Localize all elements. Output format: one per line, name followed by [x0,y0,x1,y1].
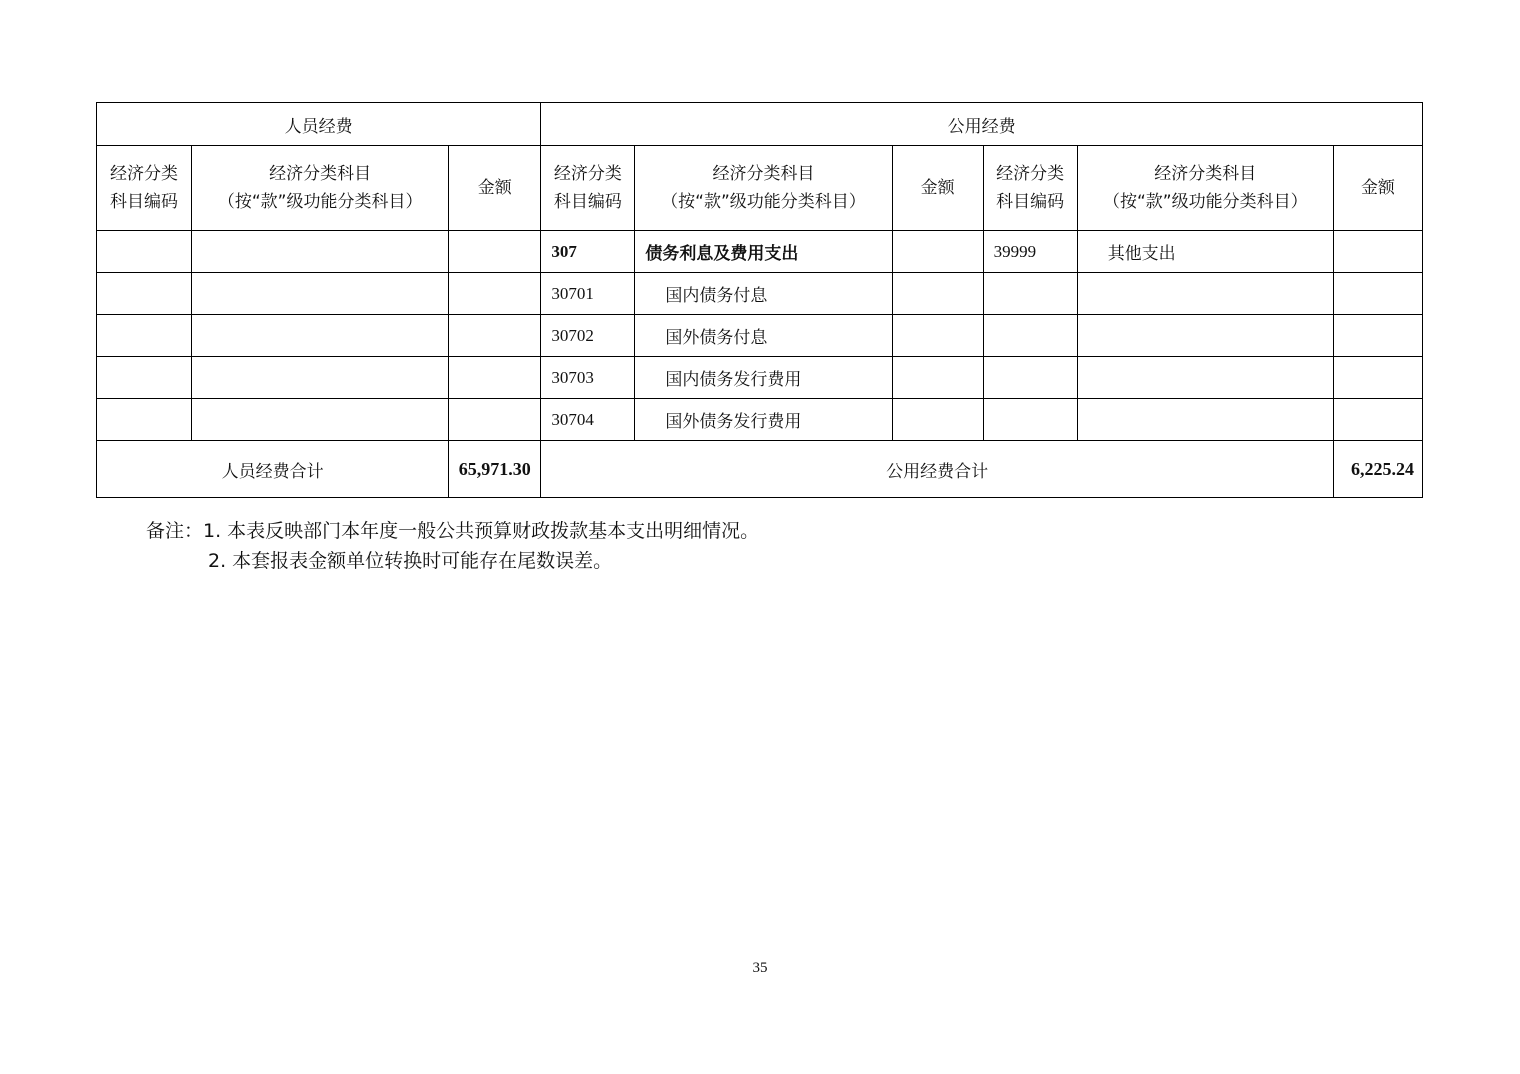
personnel-amount-cell [449,315,541,357]
table-row [97,399,1423,441]
personnel-total-label: 人员经费合计 [97,441,449,498]
table-row [97,357,1423,399]
remark-line-1: 备注：1. 本表反映部门本年度一般公共预算财政拨款基本支出明细情况。 [146,520,760,542]
public2-code-cell: 39999 [983,231,1077,273]
personnel-name-cell [192,399,449,441]
public2-code-cell [983,399,1077,441]
personnel-code-cell [97,273,192,315]
public2-amount-cell [1333,231,1422,273]
public-total-value: 6,225.24 [1333,441,1422,498]
public1-amount-cell [892,273,983,315]
public-total-label: 公用经费合计 [541,441,1334,498]
public1-name-cell: 国外债务付息 [635,315,892,357]
personnel-amount-cell [449,357,541,399]
public1-amount-cell [892,357,983,399]
public1-name-cell: 国外债务发行费用 [635,399,892,441]
public1-name-cell: 债务利息及费用支出 [635,231,892,273]
public2-amount-header: 金额 [1333,146,1422,231]
public1-code-cell: 30701 [541,273,635,315]
public1-code-cell: 30702 [541,315,635,357]
personnel-name-cell [192,273,449,315]
personnel-name-cell [192,231,449,273]
personnel-code-cell [97,399,192,441]
public1-amount-cell [892,315,983,357]
personnel-group-header: 人员经费 [97,103,541,146]
personnel-amount-cell [449,399,541,441]
public1-code-cell: 307 [541,231,635,273]
public1-code-cell: 30703 [541,357,635,399]
group-header-row [97,103,1423,146]
public1-code-cell: 30704 [541,399,635,441]
public2-code-cell [983,357,1077,399]
personnel-total-value: 65,971.30 [449,441,541,498]
public2-name-cell [1077,273,1333,315]
page-number: 35 [752,960,768,976]
public2-amount-cell [1333,273,1422,315]
public-group-header: 公用经费 [541,103,1423,146]
public2-name-cell: 其他支出 [1077,231,1333,273]
public2-amount-cell [1333,357,1422,399]
expenditure-detail-table [96,102,1423,498]
table-row [97,231,1423,273]
public1-amount-cell [892,231,983,273]
public2-code-cell [983,315,1077,357]
personnel-code-cell [97,231,192,273]
remarks [146,516,759,576]
public1-amount-header: 金额 [892,146,983,231]
public1-amount-cell [892,399,983,441]
personnel-code-cell [97,357,192,399]
public2-code-cell [983,273,1077,315]
public2-name-cell [1077,357,1333,399]
remark-line-2: 2. 本套报表金额单位转换时可能存在尾数误差。 [208,550,613,572]
personnel-code-cell [97,315,192,357]
column-header-row [97,146,1423,231]
public2-name-cell [1077,315,1333,357]
personnel-code-header: 经济分类 科目编码 [97,146,192,231]
personnel-name-cell [192,315,449,357]
personnel-amount-cell [449,231,541,273]
totals-row [97,441,1423,498]
public2-amount-cell [1333,315,1422,357]
public1-name-cell: 国内债务发行费用 [635,357,892,399]
table-row [97,273,1423,315]
public1-name-header: 经济分类科目 （按“款”级功能分类科目） [635,146,892,231]
personnel-name-header: 经济分类科目 （按“款”级功能分类科目） [192,146,449,231]
table-row [97,315,1423,357]
public2-amount-cell [1333,399,1422,441]
public2-name-header: 经济分类科目 （按“款”级功能分类科目） [1077,146,1333,231]
public2-code-header: 经济分类 科目编码 [983,146,1077,231]
public1-code-header: 经济分类 科目编码 [541,146,635,231]
public2-name-cell [1077,399,1333,441]
personnel-amount-cell [449,273,541,315]
public1-name-cell: 国内债务付息 [635,273,892,315]
personnel-name-cell [192,357,449,399]
personnel-amount-header: 金额 [449,146,541,231]
